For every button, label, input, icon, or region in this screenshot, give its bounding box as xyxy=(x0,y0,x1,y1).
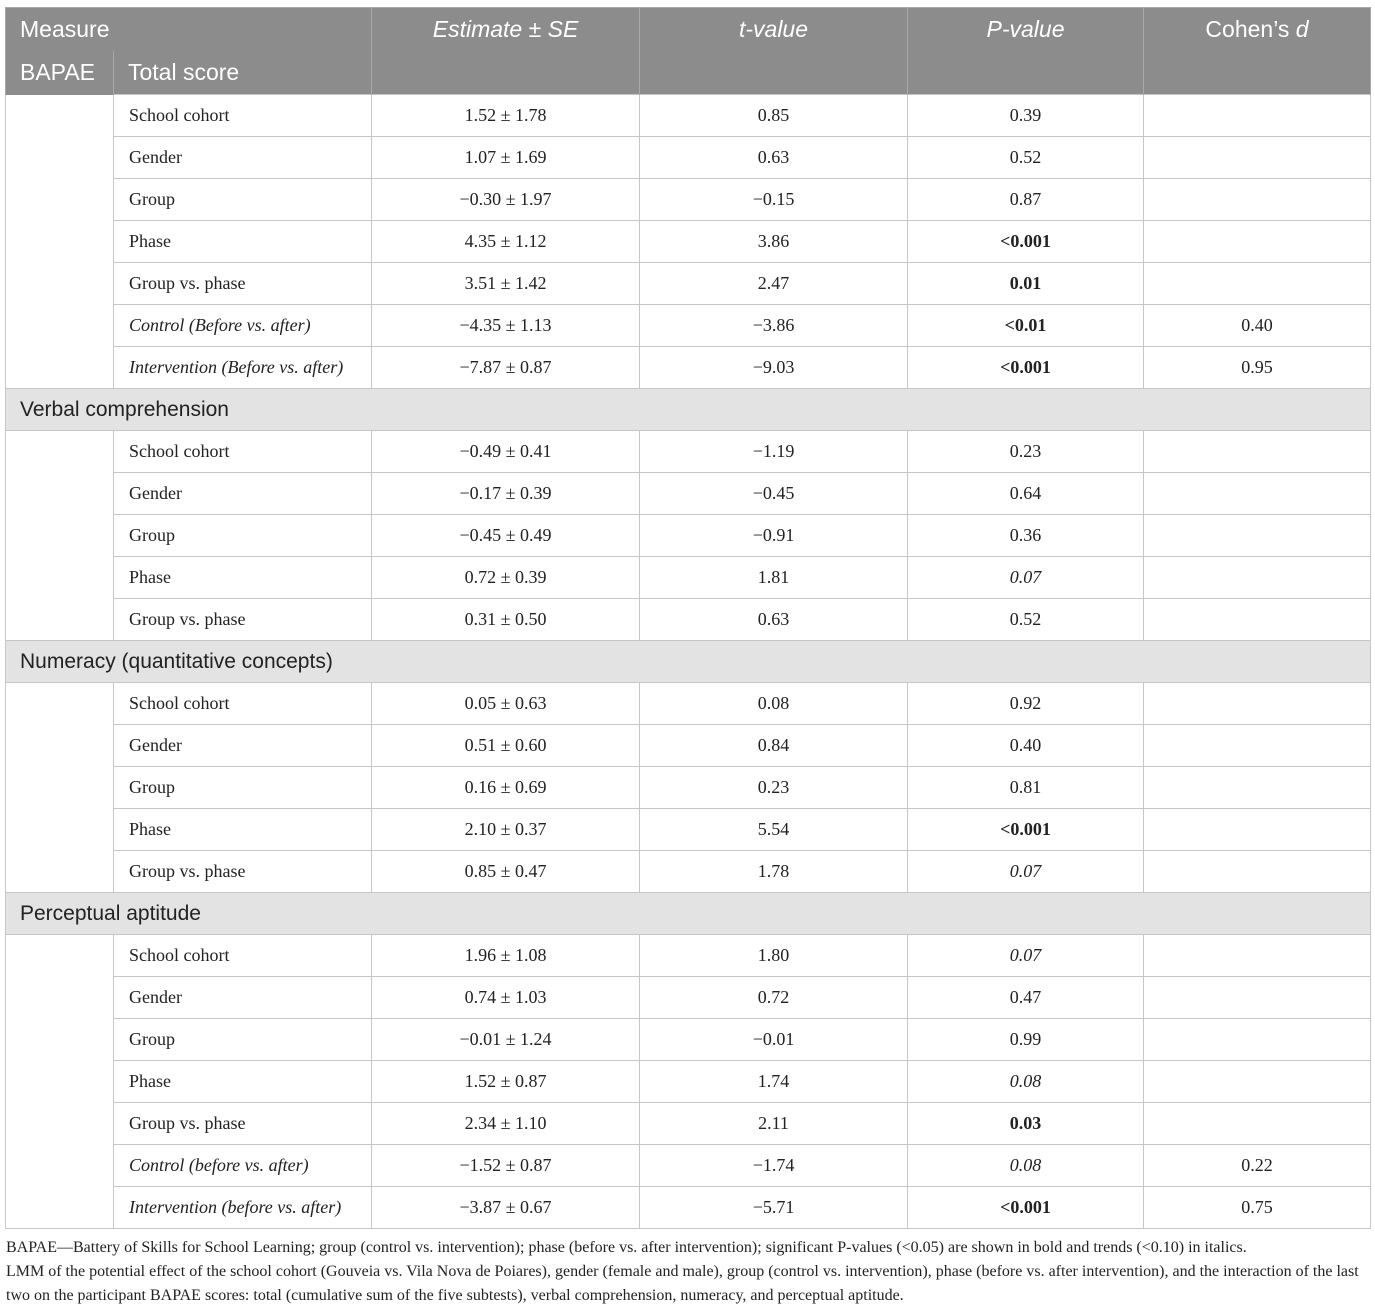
header-cohens-d-letter: d xyxy=(1295,16,1309,42)
row-label: Control (before vs. after) xyxy=(114,1145,372,1187)
estimate-cell: 0.72 ± 0.39 xyxy=(372,557,640,599)
p-value-cell: <0.001 xyxy=(908,347,1144,389)
t-value-cell: 0.63 xyxy=(640,599,908,641)
table-row xyxy=(6,263,1371,305)
estimate-cell: −3.87 ± 0.67 xyxy=(372,1187,640,1229)
results-table xyxy=(5,7,1371,1229)
row-label: Gender xyxy=(114,473,372,515)
t-value-cell: 3.86 xyxy=(640,221,908,263)
header-cohens-d-prefix: Cohen’s xyxy=(1205,16,1296,42)
row-label: School cohort xyxy=(114,683,372,725)
cohens-d-cell xyxy=(1144,977,1371,1019)
row-label: Group xyxy=(114,767,372,809)
stub-cell xyxy=(6,1103,114,1145)
row-label: Group vs. phase xyxy=(114,851,372,893)
estimate-cell: −0.01 ± 1.24 xyxy=(372,1019,640,1061)
table-row xyxy=(6,179,1371,221)
row-label: Control (Before vs. after) xyxy=(114,305,372,347)
estimate-cell: 0.31 ± 0.50 xyxy=(372,599,640,641)
p-value-cell: 0.08 xyxy=(908,1145,1144,1187)
cohens-d-cell xyxy=(1144,95,1371,137)
stub-cell xyxy=(6,599,114,641)
stub-cell xyxy=(6,767,114,809)
stub-cell xyxy=(6,431,114,473)
stub-cell xyxy=(6,515,114,557)
table-row xyxy=(6,1061,1371,1103)
t-value-cell: 1.74 xyxy=(640,1061,908,1103)
subheader-row xyxy=(6,51,1371,95)
stub-cell xyxy=(6,179,114,221)
t-value-cell: −0.45 xyxy=(640,473,908,515)
t-value-cell: −3.86 xyxy=(640,305,908,347)
section-title: Numeracy (quantitative concepts) xyxy=(6,641,1371,683)
row-label: School cohort xyxy=(114,431,372,473)
header-blank xyxy=(372,51,640,95)
stub-cell xyxy=(6,95,114,137)
cohens-d-cell: 0.95 xyxy=(1144,347,1371,389)
table-row xyxy=(6,683,1371,725)
stub-cell xyxy=(6,263,114,305)
estimate-cell: −4.35 ± 1.13 xyxy=(372,305,640,347)
p-value-cell: 0.07 xyxy=(908,935,1144,977)
header-p-value: P-value xyxy=(908,8,1144,52)
stub-cell xyxy=(6,1019,114,1061)
table-body xyxy=(6,95,1371,1229)
t-value-cell: −1.19 xyxy=(640,431,908,473)
row-label: Intervention (Before vs. after) xyxy=(114,347,372,389)
estimate-cell: −0.45 ± 0.49 xyxy=(372,515,640,557)
table-row xyxy=(6,725,1371,767)
cohens-d-cell xyxy=(1144,557,1371,599)
cohens-d-cell xyxy=(1144,263,1371,305)
header-cohens-d xyxy=(1144,8,1371,52)
row-label: Group vs. phase xyxy=(114,599,372,641)
p-value-cell: 0.99 xyxy=(908,1019,1144,1061)
p-value-cell: 0.07 xyxy=(908,557,1144,599)
estimate-cell: 4.35 ± 1.12 xyxy=(372,221,640,263)
t-value-cell: 0.23 xyxy=(640,767,908,809)
cohens-d-cell xyxy=(1144,515,1371,557)
row-label: Gender xyxy=(114,137,372,179)
estimate-cell: 1.52 ± 0.87 xyxy=(372,1061,640,1103)
stub-cell xyxy=(6,809,114,851)
cohens-d-cell xyxy=(1144,137,1371,179)
table-row xyxy=(6,1187,1371,1229)
cohens-d-cell xyxy=(1144,1061,1371,1103)
p-value-cell: <0.001 xyxy=(908,221,1144,263)
estimate-cell: 0.16 ± 0.69 xyxy=(372,767,640,809)
cohens-d-cell xyxy=(1144,599,1371,641)
t-value-cell: 0.63 xyxy=(640,137,908,179)
cohens-d-cell xyxy=(1144,1103,1371,1145)
estimate-cell: −0.49 ± 0.41 xyxy=(372,431,640,473)
p-value-cell: 0.47 xyxy=(908,977,1144,1019)
estimate-cell: 0.85 ± 0.47 xyxy=(372,851,640,893)
estimate-cell: 1.07 ± 1.69 xyxy=(372,137,640,179)
t-value-cell: 1.81 xyxy=(640,557,908,599)
estimate-cell: 0.05 ± 0.63 xyxy=(372,683,640,725)
section-header-row xyxy=(6,641,1371,683)
stub-cell xyxy=(6,725,114,767)
row-label: Group xyxy=(114,179,372,221)
t-value-cell: −0.15 xyxy=(640,179,908,221)
stub-cell xyxy=(6,935,114,977)
table-row xyxy=(6,95,1371,137)
table-row xyxy=(6,1103,1371,1145)
row-label: Phase xyxy=(114,1061,372,1103)
cohens-d-cell xyxy=(1144,767,1371,809)
estimate-cell: 2.10 ± 0.37 xyxy=(372,809,640,851)
estimate-cell: −7.87 ± 0.87 xyxy=(372,347,640,389)
t-value-cell: 1.80 xyxy=(640,935,908,977)
estimate-cell: −0.17 ± 0.39 xyxy=(372,473,640,515)
row-label: Group xyxy=(114,1019,372,1061)
estimate-cell: −0.30 ± 1.97 xyxy=(372,179,640,221)
p-value-cell: 0.36 xyxy=(908,515,1144,557)
cohens-d-cell: 0.22 xyxy=(1144,1145,1371,1187)
header-t-value: t-value xyxy=(640,8,908,52)
stub-cell xyxy=(6,557,114,599)
t-value-cell: 0.85 xyxy=(640,95,908,137)
table-row xyxy=(6,557,1371,599)
p-value-cell: <0.01 xyxy=(908,305,1144,347)
table-row xyxy=(6,431,1371,473)
row-label: Phase xyxy=(114,809,372,851)
section-title: Verbal comprehension xyxy=(6,389,1371,431)
stub-cell xyxy=(6,1061,114,1103)
p-value-cell: <0.001 xyxy=(908,1187,1144,1229)
row-label: School cohort xyxy=(114,935,372,977)
table-row xyxy=(6,473,1371,515)
t-value-cell: 2.11 xyxy=(640,1103,908,1145)
estimate-cell: 2.34 ± 1.10 xyxy=(372,1103,640,1145)
p-value-cell: 0.52 xyxy=(908,137,1144,179)
cohens-d-cell xyxy=(1144,221,1371,263)
table-row xyxy=(6,221,1371,263)
t-value-cell: −5.71 xyxy=(640,1187,908,1229)
header-blank xyxy=(640,51,908,95)
table-row xyxy=(6,1145,1371,1187)
estimate-cell: −1.52 ± 0.87 xyxy=(372,1145,640,1187)
t-value-cell: −0.01 xyxy=(640,1019,908,1061)
row-label: Phase xyxy=(114,557,372,599)
estimate-cell: 0.74 ± 1.03 xyxy=(372,977,640,1019)
table-row xyxy=(6,809,1371,851)
row-label: Group vs. phase xyxy=(114,1103,372,1145)
section-title: Perceptual aptitude xyxy=(6,893,1371,935)
t-value-cell: 1.78 xyxy=(640,851,908,893)
p-value-cell: 0.03 xyxy=(908,1103,1144,1145)
table-row xyxy=(6,1019,1371,1061)
table-row xyxy=(6,305,1371,347)
stub-cell xyxy=(6,221,114,263)
stub-cell xyxy=(6,683,114,725)
cohens-d-cell xyxy=(1144,935,1371,977)
row-label: Group vs. phase xyxy=(114,263,372,305)
row-label: School cohort xyxy=(114,95,372,137)
p-value-cell: 0.39 xyxy=(908,95,1144,137)
row-label: Phase xyxy=(114,221,372,263)
cohens-d-cell xyxy=(1144,851,1371,893)
p-value-cell: 0.81 xyxy=(908,767,1144,809)
stub-cell xyxy=(6,347,114,389)
table-footnote xyxy=(6,1236,1372,1308)
header-blank xyxy=(908,51,1144,95)
p-value-cell: 0.40 xyxy=(908,725,1144,767)
t-value-cell: 2.47 xyxy=(640,263,908,305)
p-value-cell: 0.92 xyxy=(908,683,1144,725)
section-title-total-score: Total score xyxy=(114,51,372,95)
p-value-cell: 0.52 xyxy=(908,599,1144,641)
cohens-d-cell xyxy=(1144,179,1371,221)
cohens-d-cell xyxy=(1144,809,1371,851)
row-label: Intervention (before vs. after) xyxy=(114,1187,372,1229)
estimate-cell: 1.52 ± 1.78 xyxy=(372,95,640,137)
t-value-cell: −0.91 xyxy=(640,515,908,557)
cohens-d-cell: 0.40 xyxy=(1144,305,1371,347)
cohens-d-cell xyxy=(1144,431,1371,473)
table-header xyxy=(6,8,1371,95)
p-value-cell: 0.07 xyxy=(908,851,1144,893)
cohens-d-cell xyxy=(1144,683,1371,725)
footnote-line-1: BAPAE—Battery of Skills for School Learning; group (control vs. intervention); phase (before vs. after intervention); significant P-values (<0.05) are shown in bold and trends (<0.10) in italics. xyxy=(6,1239,1247,1256)
table-row xyxy=(6,935,1371,977)
instrument-label: BAPAE xyxy=(6,51,114,95)
stub-cell xyxy=(6,137,114,179)
stub-cell xyxy=(6,305,114,347)
p-value-cell: 0.08 xyxy=(908,1061,1144,1103)
cohens-d-cell xyxy=(1144,473,1371,515)
table-row xyxy=(6,851,1371,893)
stub-cell xyxy=(6,1145,114,1187)
estimate-cell: 0.51 ± 0.60 xyxy=(372,725,640,767)
p-value-cell: 0.87 xyxy=(908,179,1144,221)
cohens-d-cell xyxy=(1144,725,1371,767)
table-row xyxy=(6,977,1371,1019)
header-estimate: Estimate ± SE xyxy=(372,8,640,52)
t-value-cell: 0.84 xyxy=(640,725,908,767)
table-row xyxy=(6,137,1371,179)
section-header-row xyxy=(6,389,1371,431)
cohens-d-cell xyxy=(1144,1019,1371,1061)
table-row xyxy=(6,515,1371,557)
stub-cell xyxy=(6,851,114,893)
header-measure: Measure xyxy=(6,8,372,52)
section-header-row xyxy=(6,893,1371,935)
p-value-cell: 0.64 xyxy=(908,473,1144,515)
estimate-cell: 1.96 ± 1.08 xyxy=(372,935,640,977)
p-value-cell: 0.01 xyxy=(908,263,1144,305)
t-value-cell: 0.08 xyxy=(640,683,908,725)
p-value-cell: <0.001 xyxy=(908,809,1144,851)
row-label: Gender xyxy=(114,725,372,767)
table-row xyxy=(6,347,1371,389)
stub-cell xyxy=(6,1187,114,1229)
cohens-d-cell: 0.75 xyxy=(1144,1187,1371,1229)
footnote-line-2: LMM of the potential effect of the school cohort (Gouveia vs. Vila Nova de Poiares), gender (female and male), group (control vs. intervention), phase (before vs. after intervention), and the interaction of the last two on the participant BAPAE scores: total (cumulative sum of the five subtests), verbal comprehension, numeracy, and perceptual aptitude. xyxy=(6,1263,1359,1304)
t-value-cell: −9.03 xyxy=(640,347,908,389)
row-label: Gender xyxy=(114,977,372,1019)
estimate-cell: 3.51 ± 1.42 xyxy=(372,263,640,305)
row-label: Group xyxy=(114,515,372,557)
stub-cell xyxy=(6,977,114,1019)
table-row xyxy=(6,599,1371,641)
t-value-cell: 5.54 xyxy=(640,809,908,851)
header-row xyxy=(6,8,1371,52)
table-row xyxy=(6,767,1371,809)
t-value-cell: 0.72 xyxy=(640,977,908,1019)
p-value-cell: 0.23 xyxy=(908,431,1144,473)
header-blank xyxy=(1144,51,1371,95)
stub-cell xyxy=(6,473,114,515)
t-value-cell: −1.74 xyxy=(640,1145,908,1187)
